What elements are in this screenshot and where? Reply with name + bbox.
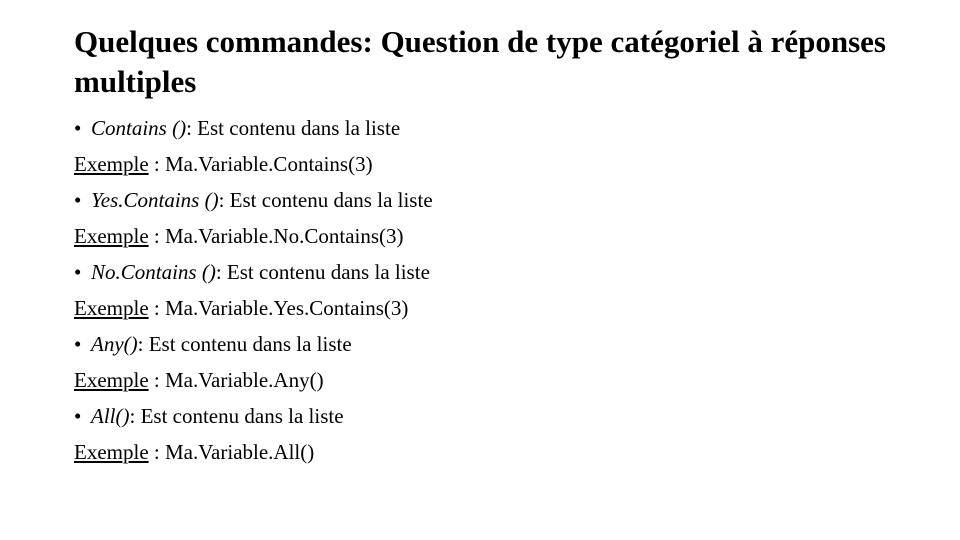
example-code: : Ma.Variable.All() — [148, 440, 315, 464]
bullet-item — [74, 398, 914, 434]
bullet-icon: • — [74, 188, 82, 212]
bullet-icon: • — [74, 404, 82, 428]
example-line — [74, 290, 914, 326]
slide-title: Quelques commandes: Question de type catégoriel à réponses multiples — [74, 24, 886, 99]
example-line — [74, 146, 914, 182]
bullet-icon: • — [74, 260, 82, 284]
example-label: Exemple — [74, 224, 149, 248]
example-label: Exemple — [74, 368, 149, 392]
example-code: : Ma.Variable.No.Contains(3) — [148, 224, 404, 248]
command-description: : Est contenu dans la liste — [218, 188, 433, 212]
example-line — [74, 434, 914, 470]
bullet-item — [74, 110, 914, 146]
example-code: : Ma.Variable.Any() — [148, 368, 324, 392]
bullet-item — [74, 182, 914, 218]
bullet-item — [74, 254, 914, 290]
example-label: Exemple — [74, 296, 149, 320]
bullet-item — [74, 326, 914, 362]
bullet-icon: • — [74, 116, 82, 140]
example-code: : Ma.Variable.Yes.Contains(3) — [148, 296, 409, 320]
command-list — [74, 110, 914, 470]
command-name: Any() — [91, 332, 138, 356]
bullet-icon: • — [74, 332, 82, 356]
example-line — [74, 362, 914, 398]
command-name: No.Contains () — [91, 260, 216, 284]
command-name: All() — [91, 404, 130, 428]
example-code: : Ma.Variable.Contains(3) — [148, 152, 373, 176]
command-description: : Est contenu dans la liste — [215, 260, 430, 284]
command-name: Contains () — [91, 116, 187, 140]
example-label: Exemple — [74, 152, 149, 176]
example-line — [74, 218, 914, 254]
example-label: Exemple — [74, 440, 149, 464]
command-description: : Est contenu dans la liste — [137, 332, 352, 356]
command-description: : Est contenu dans la liste — [129, 404, 344, 428]
command-name: Yes.Contains () — [91, 188, 219, 212]
command-description: : Est contenu dans la liste — [186, 116, 401, 140]
